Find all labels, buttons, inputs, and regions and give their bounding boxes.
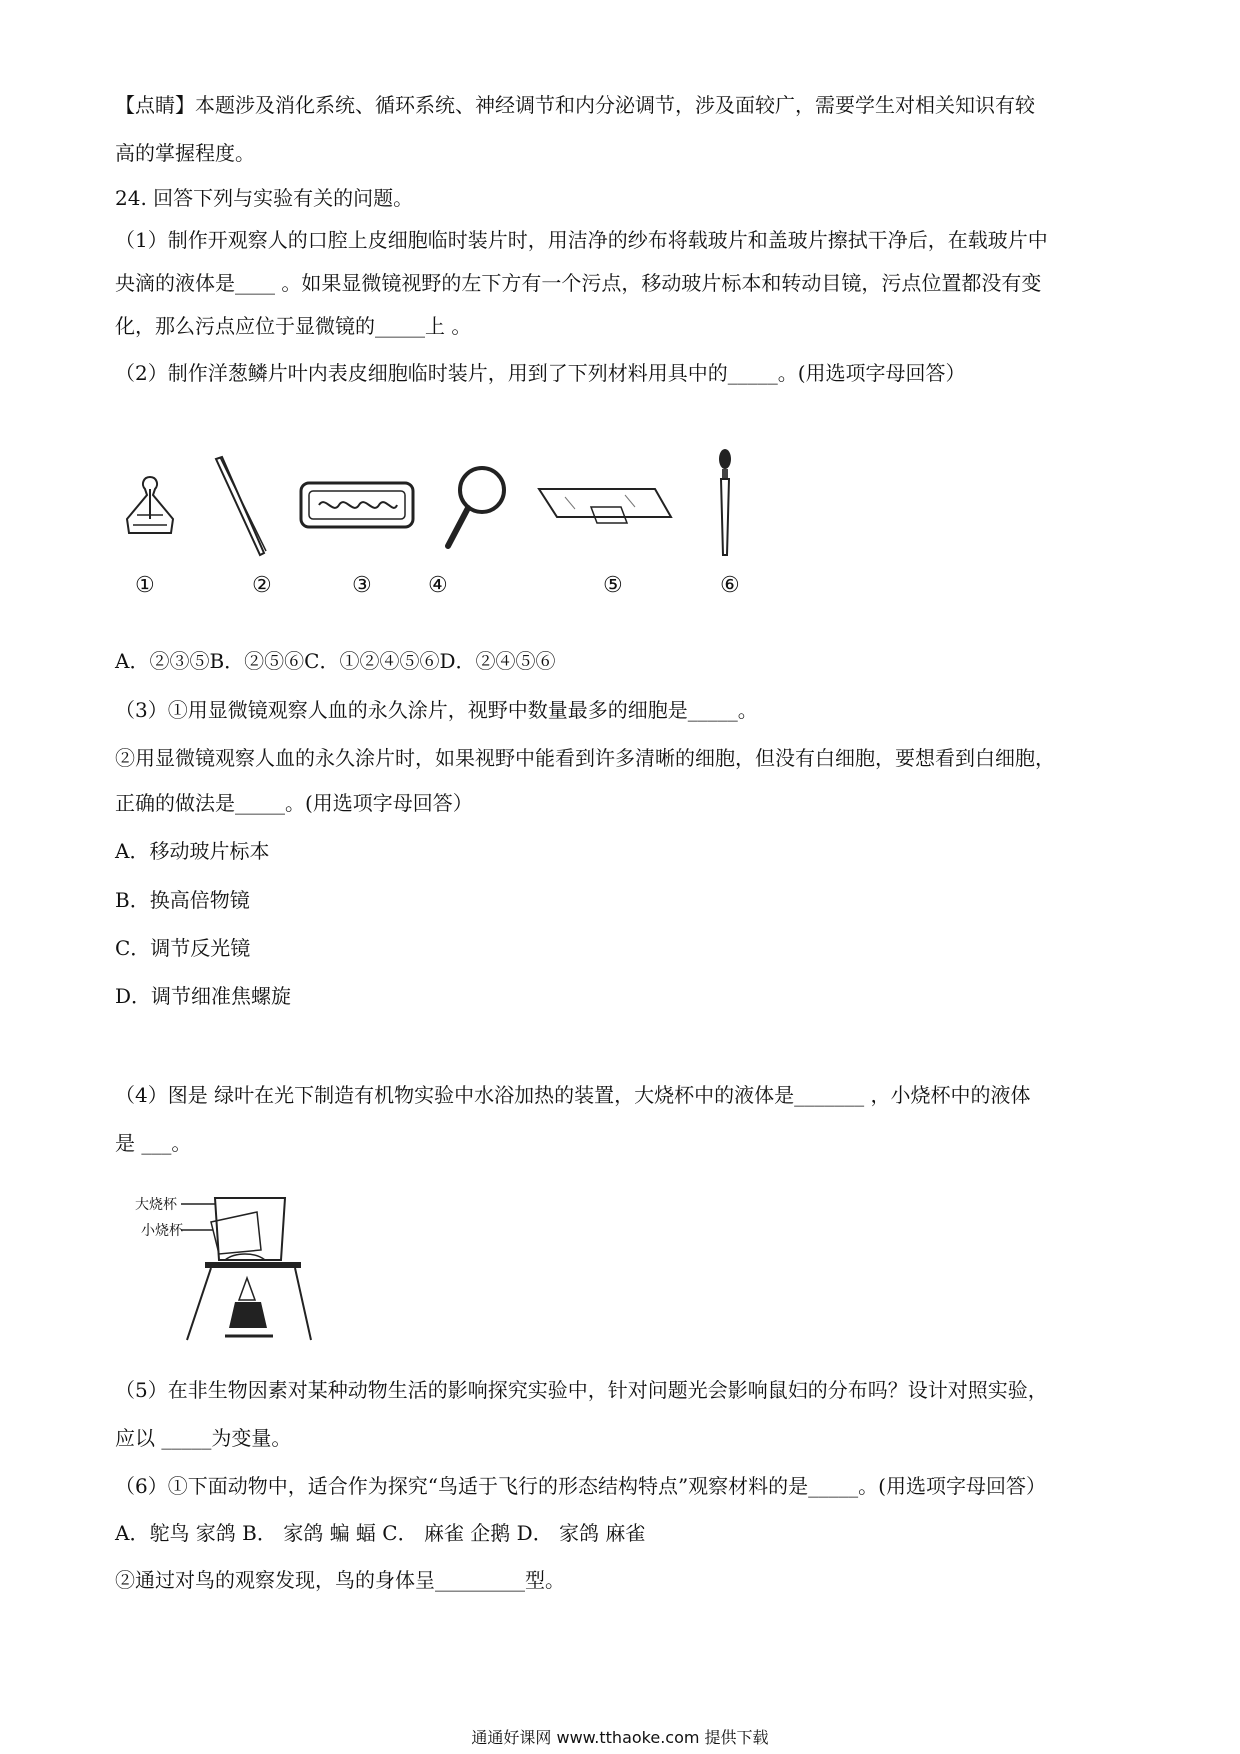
tweezers-icon bbox=[210, 455, 280, 565]
q3-line-2: ②用显微镜观察人血的永久涂片时，如果视野中能看到许多清晰的细胞，但没有白细胞，要想看到白细胞， bbox=[115, 746, 1055, 770]
tool-label-3: ③ bbox=[352, 573, 372, 598]
q2-line: （2）制作洋葱鳞片叶内表皮细胞临时装片，用到了下列材料用具中的_____。(用选项字母回答） bbox=[115, 361, 966, 385]
q6-options: A．鸵鸟 家鸽 B． 家鸽 蝙 蝠 C． 麻雀 企鹅 D． 家鸽 麻雀 bbox=[115, 1521, 646, 1545]
tool-label-4: ④ bbox=[428, 573, 448, 598]
dropper-icon bbox=[710, 445, 740, 575]
q3-option-b: B．换高倍物镜 bbox=[115, 888, 250, 912]
q4-line-1: （4）图是 绿叶在光下制造有机物实验中水浴加热的装置，大烧杯中的液体是_______ ，小烧杯中的液体 bbox=[115, 1083, 1031, 1107]
tools-figure bbox=[115, 455, 875, 605]
tool-label-1: ① bbox=[135, 573, 155, 598]
tool-label-5: ⑤ bbox=[603, 573, 623, 598]
q6-line-1: （6）①下面动物中，适合作为探究“鸟适于飞行的形态结构特点”观察材料的是_____。(用选项字母回答） bbox=[115, 1474, 1046, 1498]
dropper-bottle-icon bbox=[115, 455, 185, 565]
tool-label-2: ② bbox=[252, 573, 272, 598]
glass-slide-icon bbox=[535, 483, 675, 543]
q1-line-3: 化，那么污点应位于显微镜的_____上 。 bbox=[115, 314, 472, 338]
q3-option-d: D．调节细准焦螺旋 bbox=[115, 984, 292, 1008]
page-footer: 通通好课网 www.tthaoke.com 提供下载 bbox=[471, 1728, 769, 1747]
question-24-title: 24. 回答下列与实验有关的问题。 bbox=[115, 186, 414, 210]
large-beaker-label: 大烧杯 bbox=[135, 1197, 177, 1213]
q1-line-2: 央滴的液体是____ 。如果显微镜视野的左下方有一个污点，移动玻片标本和转动目镜，污点位置都没有变 bbox=[115, 271, 1042, 295]
q6-line-2: ②通过对鸟的观察发现，鸟的身体呈_________型。 bbox=[115, 1568, 565, 1592]
hint-line-1: 【点睛】本题涉及消化系统、循环系统、神经调节和内分泌调节，涉及面较广，需要学生对相关知识有较 bbox=[115, 93, 1035, 117]
q2-options: A．②③⑤B．②⑤⑥C．①②④⑤⑥D．②④⑤⑥ bbox=[115, 649, 556, 673]
q5-line-2: 应以 _____为变量。 bbox=[115, 1426, 292, 1450]
razor-blade-icon bbox=[297, 477, 417, 537]
q3-option-a: A．移动玻片标本 bbox=[115, 839, 270, 863]
q3-line-3: 正确的做法是_____。(用选项字母回答） bbox=[115, 791, 473, 815]
q4-line-2: 是 ___。 bbox=[115, 1131, 192, 1155]
q3-option-c: C．调节反光镜 bbox=[115, 936, 251, 960]
magnifier-icon bbox=[440, 460, 510, 560]
water-bath-figure bbox=[135, 1190, 315, 1350]
tool-label-6: ⑥ bbox=[720, 573, 740, 598]
q3-line-1: （3）①用显微镜观察人血的永久涂片，视野中数量最多的细胞是_____。 bbox=[115, 698, 758, 722]
hint-line-2: 高的掌握程度。 bbox=[115, 141, 255, 165]
q5-line-1: （5）在非生物因素对某种动物生活的影响探究实验中，针对问题光会影响鼠妇的分布吗？设计对照实验， bbox=[115, 1378, 1048, 1402]
small-beaker-label: 小烧杯 bbox=[141, 1223, 183, 1239]
q1-line-1: （1）制作开观察人的口腔上皮细胞临时装片时，用洁净的纱布将载玻片和盖玻片擦拭干净后，在载玻片中 bbox=[115, 228, 1048, 252]
